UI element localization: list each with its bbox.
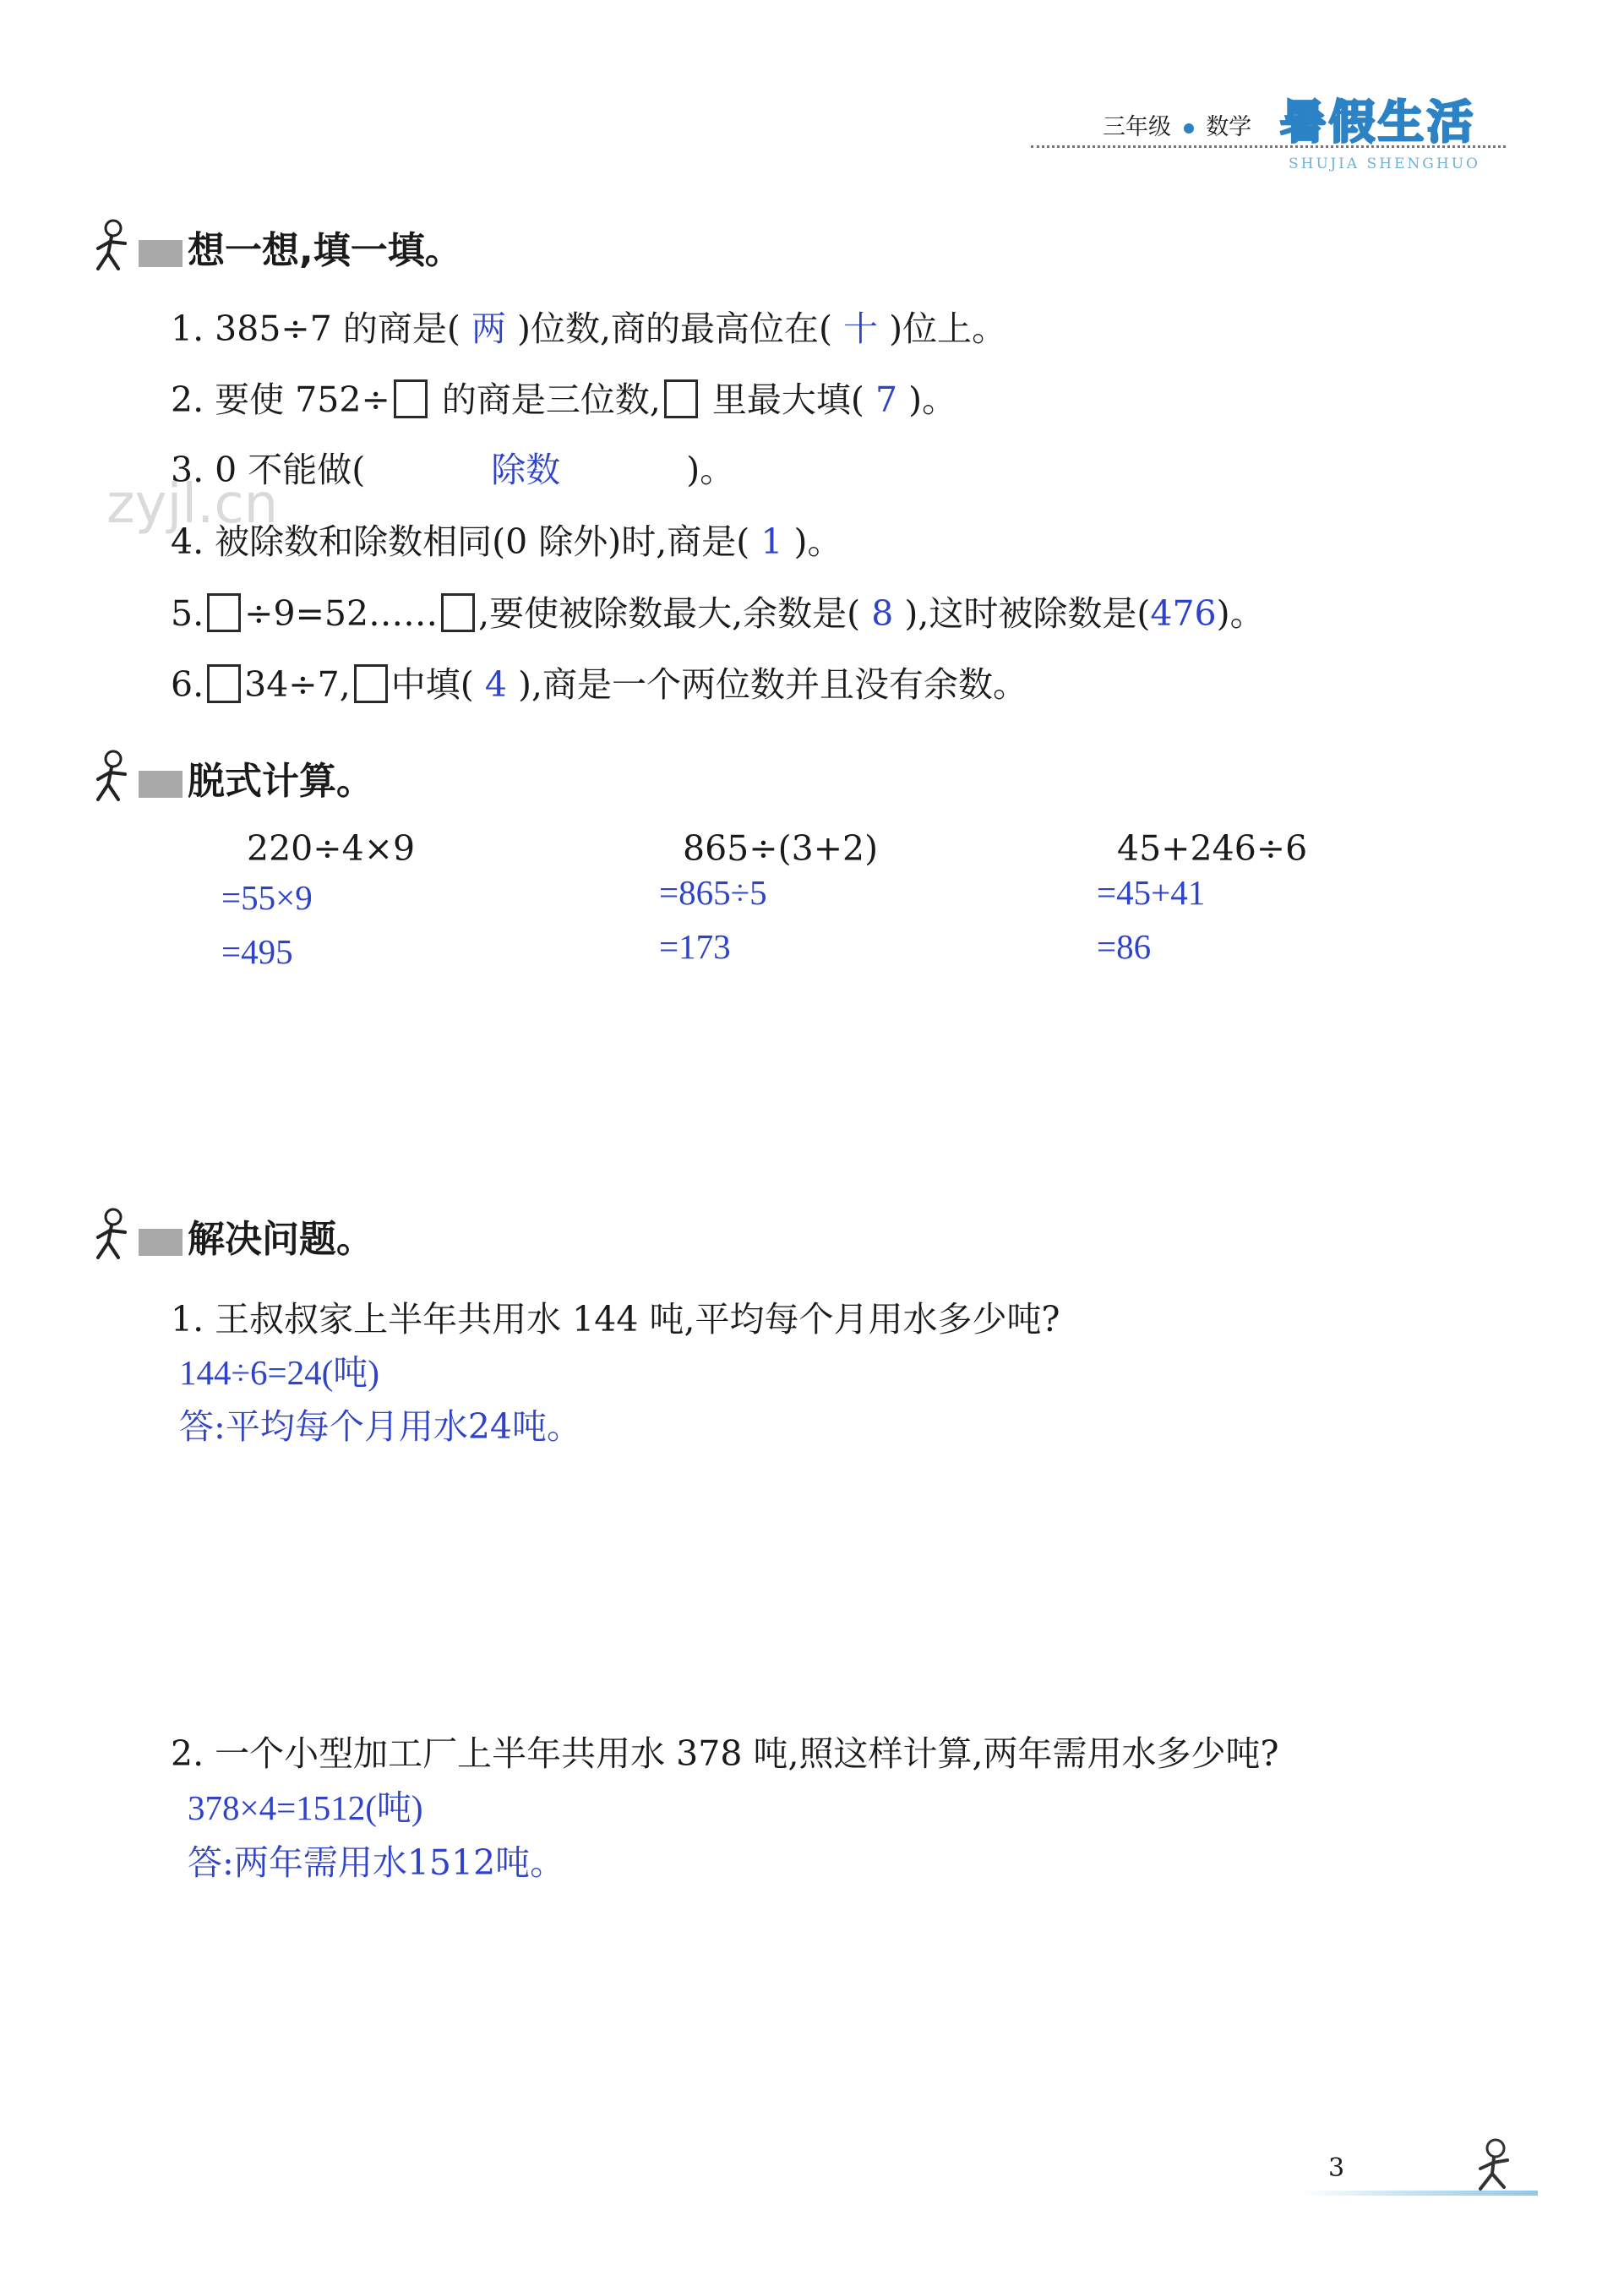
fill-item-4-answer: 1 — [760, 521, 783, 562]
calc-step: =173 — [659, 927, 731, 966]
running-kid-icon — [1470, 2136, 1521, 2196]
fill-item-1 — [171, 307, 1006, 351]
student-icon — [90, 1207, 140, 1261]
calc-step: =55×9 — [221, 878, 313, 917]
fill-item-5-answer-a: 8 — [871, 593, 894, 634]
blank-box — [354, 664, 388, 703]
fill-item-4 — [171, 520, 842, 564]
section-title-calc: 脱式计算。 — [188, 760, 373, 803]
fill-item-2-text-a: 2. 要使 752÷ — [171, 379, 390, 420]
fill-item-5-text-e: )。 — [1216, 593, 1265, 634]
fill-item-2-text-c: 里最大填( — [700, 379, 864, 420]
calc-step: =45+41 — [1097, 873, 1206, 912]
fill-item-2-text-b: 的商是三位数, — [430, 379, 661, 420]
fill-item-5-text-a: 5. — [171, 593, 204, 634]
blank-box — [207, 593, 241, 632]
fill-item-6 — [171, 663, 1027, 707]
header-rule — [1031, 145, 1506, 148]
word-problem-1-answer: 答:平均每个月用水24吨。 — [179, 1406, 581, 1447]
section-header-fill — [90, 218, 681, 272]
fill-item-4-text-a: 4. 被除数和除数相同(0 除外)时,商是( — [171, 521, 750, 562]
calc-expression: 865÷(3+2) — [683, 828, 879, 869]
section-header-calc — [90, 749, 681, 803]
fill-item-2-answer: 7 — [875, 379, 898, 420]
header-grade: 三年级 — [1103, 114, 1171, 140]
calc-problem-3 — [1097, 827, 1307, 969]
calc-problem-2 — [659, 827, 878, 969]
section-bar — [139, 1229, 183, 1256]
fill-item-4-text-b: )。 — [793, 521, 842, 562]
calc-step: =495 — [221, 932, 293, 971]
section-header-problems — [90, 1207, 681, 1261]
fill-item-6-answer: 4 — [484, 664, 507, 705]
student-icon — [90, 749, 140, 803]
fill-item-5-text-d: ),这时被除数是( — [904, 593, 1151, 634]
fill-item-5 — [171, 592, 1265, 636]
fill-item-5-text-c: ,要使被除数最大,余数是( — [478, 593, 861, 634]
header-subject: 数学 — [1206, 114, 1252, 140]
fill-item-3-text-b: )。 — [686, 450, 735, 490]
logo-title: 暑假生活 — [1280, 95, 1476, 149]
fill-item-5-answer-b: 476 — [1150, 593, 1217, 634]
word-problem-2-answer: 答:两年需用水1512吨。 — [188, 1842, 565, 1883]
fill-item-1-text-c: )位上。 — [889, 308, 1007, 349]
fill-item-2 — [171, 378, 956, 422]
logo-pinyin: SHUJIA SHENGHUO — [1289, 156, 1480, 172]
blank-box — [394, 379, 428, 418]
section-title-fill: 想一想,填一填。 — [188, 229, 462, 272]
fill-item-1-text-b: )位数,商的最高位在( — [516, 308, 832, 349]
fill-item-2-text-d: )。 — [908, 379, 957, 420]
section-bar — [139, 240, 183, 267]
calc-expression: 220÷4×9 — [247, 828, 416, 869]
section-bar — [139, 771, 183, 798]
fill-item-5-text-b: ÷9=52…… — [244, 593, 439, 634]
fill-item-3 — [171, 448, 734, 492]
word-problem-2-question: 2. 一个小型加工厂上半年共用水 378 吨,照这样计算,两年需用水多少吨? — [171, 1733, 1279, 1774]
fill-item-3-text-a: 3. 0 不能做( — [171, 450, 366, 490]
header-grade-subject — [1103, 108, 1251, 141]
blank-box — [441, 593, 475, 632]
blank-box — [664, 379, 698, 418]
student-icon — [90, 218, 140, 272]
fill-item-1-answer-b: 十 — [843, 308, 879, 349]
fill-item-6-text-b: 34÷7, — [244, 664, 351, 705]
calc-problem-1 — [221, 827, 415, 974]
fill-item-1-text-a: 1. 385÷7 的商是( — [171, 308, 460, 349]
section-title-problems: 解决问题。 — [188, 1218, 373, 1261]
header-dot — [1184, 123, 1194, 134]
watermark: zyjl.cn — [106, 473, 279, 536]
calc-step: =86 — [1097, 927, 1152, 966]
word-problem-1-solution: 144÷6=24(吨) — [179, 1353, 379, 1392]
fill-item-6-text-d: ),商是一个两位数并且没有余数。 — [517, 664, 1027, 705]
calc-step: =865÷5 — [659, 873, 767, 912]
fill-item-6-text-c: 中填( — [390, 664, 474, 705]
calc-expression: 45+246÷6 — [1117, 828, 1308, 869]
word-problem-1-question: 1. 王叔叔家上半年共用水 144 吨,平均每个月用水多少吨? — [171, 1299, 1060, 1340]
fill-item-6-text-a: 6. — [171, 664, 204, 705]
blank-box — [207, 664, 241, 703]
word-problem-2-solution: 378×4=1512(吨) — [188, 1788, 423, 1827]
page-number: 3 — [1328, 2153, 1345, 2183]
fill-item-3-answer: 除数 — [491, 450, 561, 490]
fill-item-1-answer-a: 两 — [471, 308, 506, 349]
